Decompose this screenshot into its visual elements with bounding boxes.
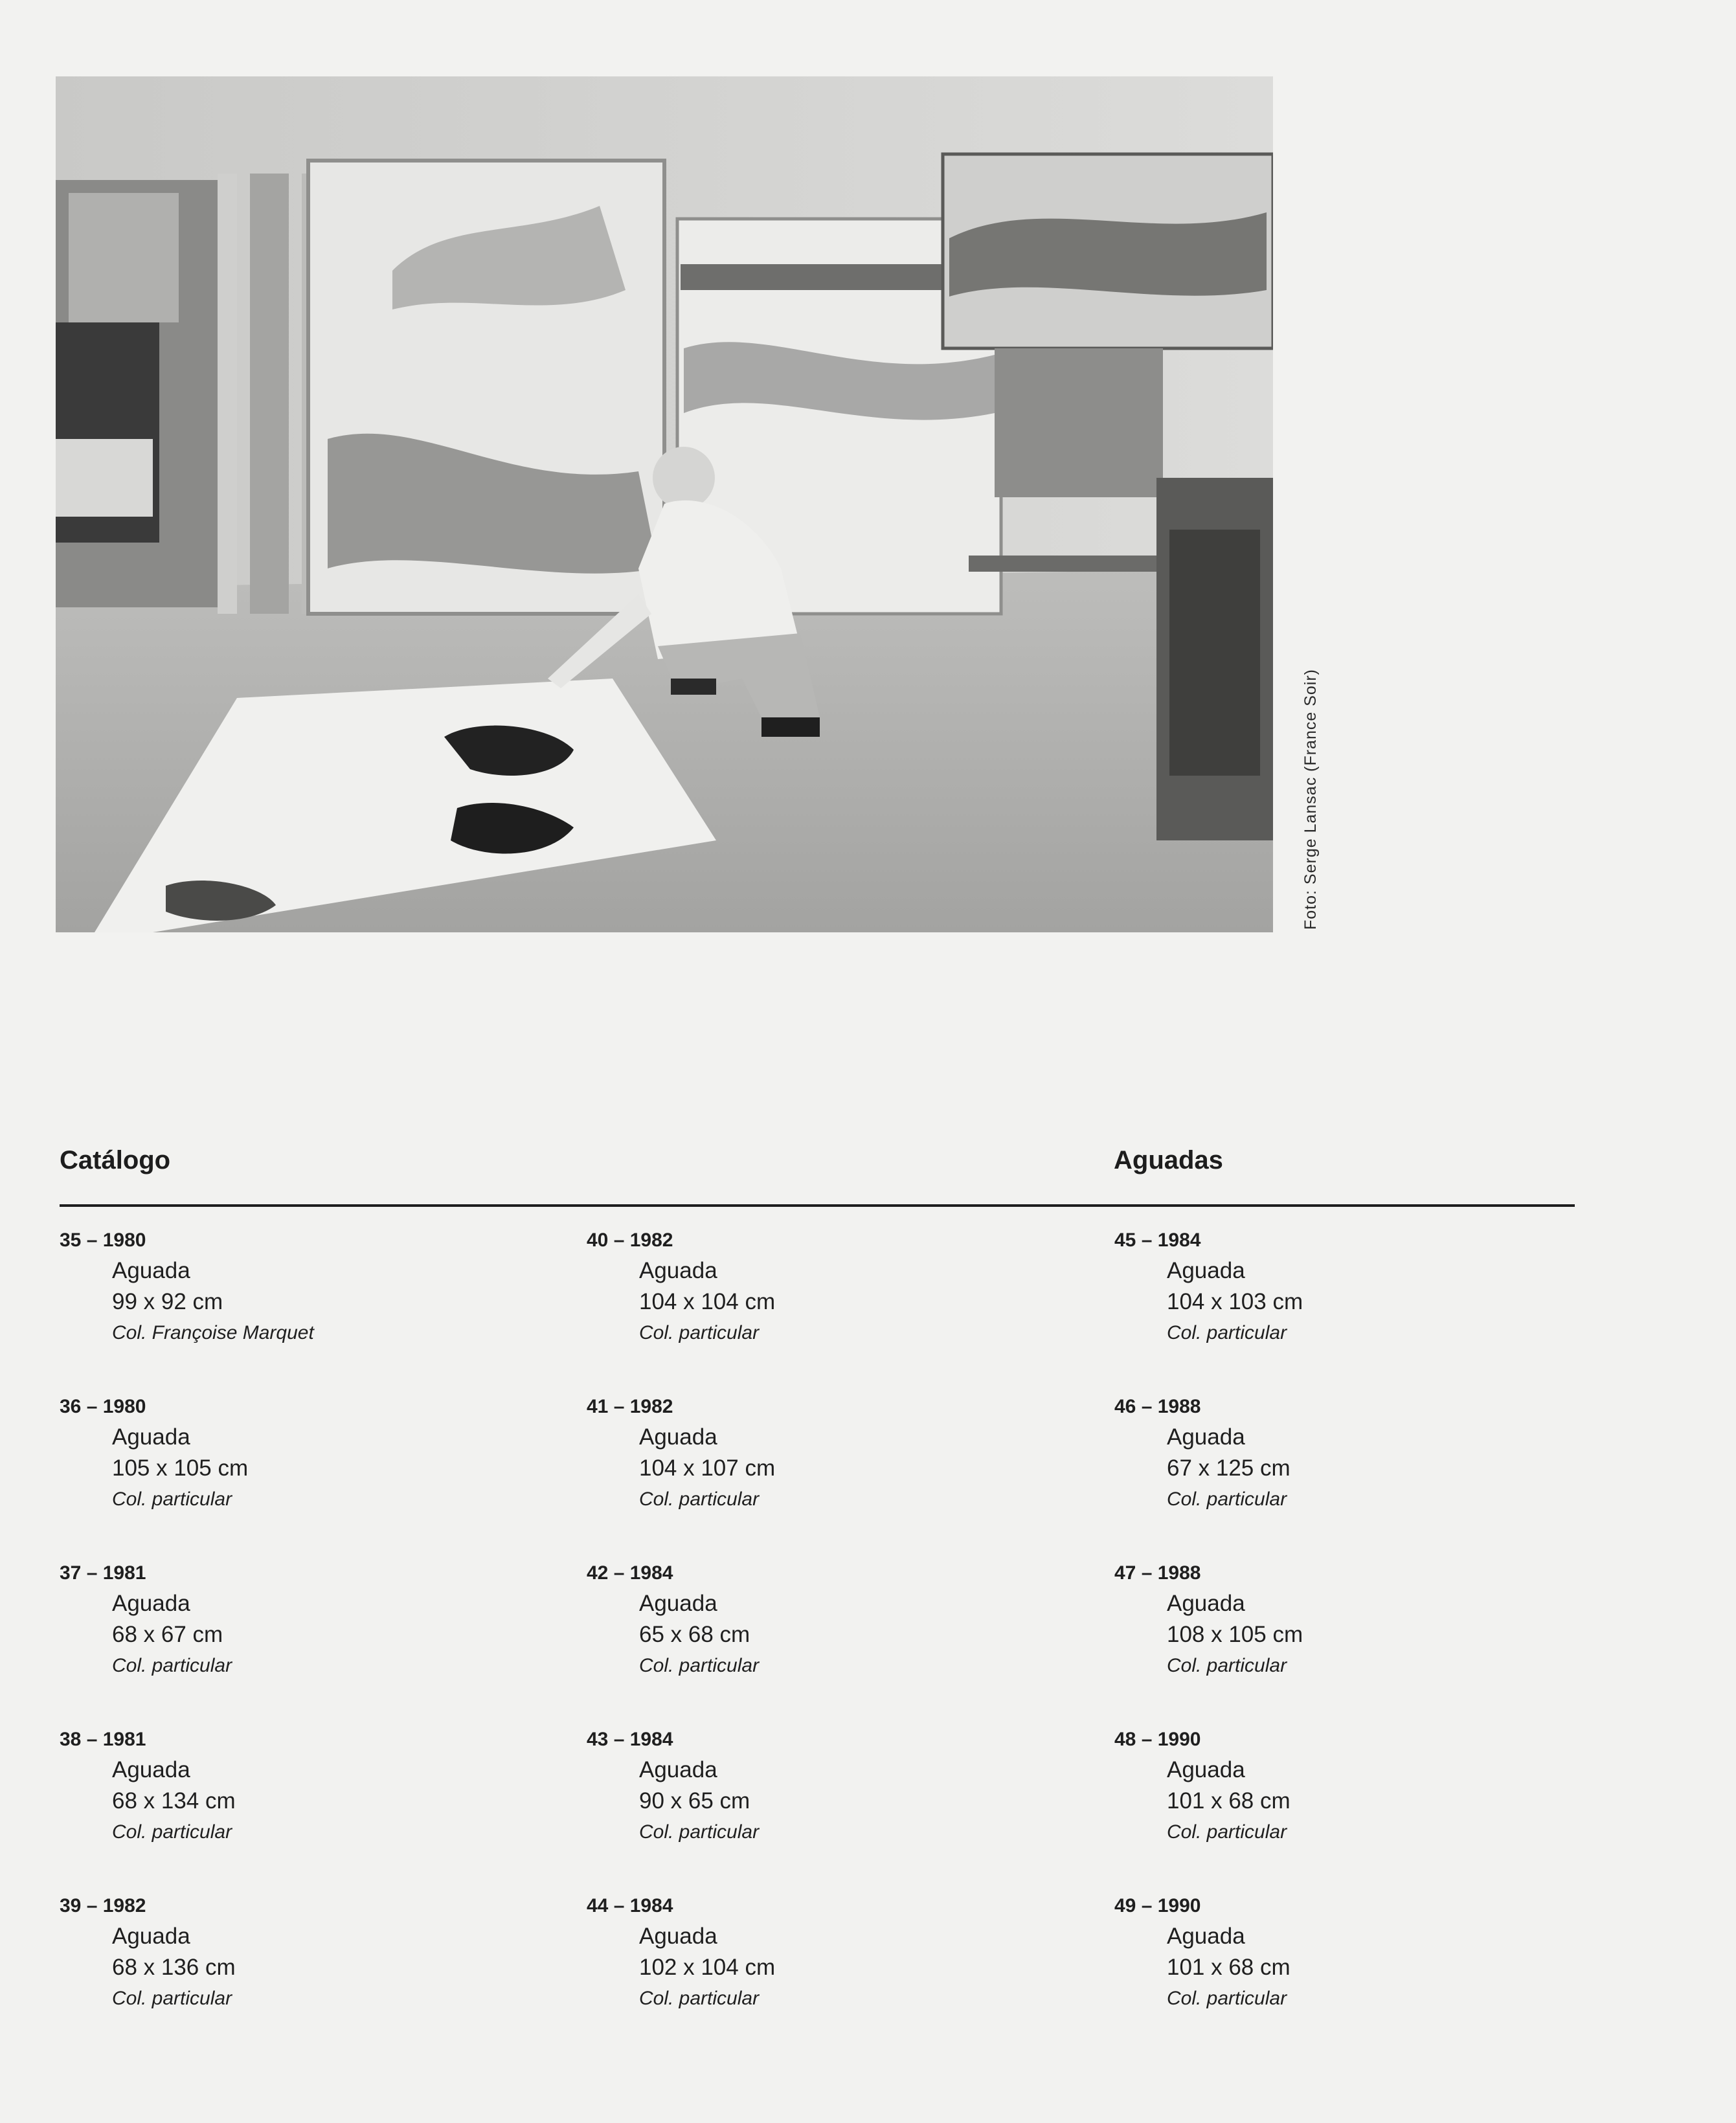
header-rule <box>60 1204 1575 1207</box>
entry-number: 43 – 1984 <box>587 1729 673 1750</box>
entry-collection: Col. particular <box>639 1821 760 1843</box>
entry-collection: Col. particular <box>1167 1655 1287 1676</box>
entry-technique: Aguada <box>1167 1258 1245 1283</box>
studio-photo <box>56 76 1273 932</box>
entry-size: 68 x 67 cm <box>112 1622 223 1647</box>
entry-number: 35 – 1980 <box>60 1230 146 1251</box>
entry-size: 102 x 104 cm <box>639 1955 776 1980</box>
catalog-title: Catálogo <box>60 1146 171 1174</box>
catalog-entry-37 <box>60 1558 552 1681</box>
entry-number: 40 – 1982 <box>587 1230 673 1251</box>
catalog-entry-45 <box>1114 1226 1606 1349</box>
catalog-entry-39 <box>60 1891 552 2014</box>
entry-technique: Aguada <box>112 1591 190 1616</box>
catalog-entry-46 <box>1114 1392 1606 1515</box>
entry-size: 104 x 104 cm <box>639 1289 776 1314</box>
entry-collection: Col. particular <box>1167 1988 1287 2009</box>
catalog-entry-43 <box>587 1725 1079 1848</box>
entry-technique: Aguada <box>112 1757 190 1782</box>
entry-size: 68 x 134 cm <box>112 1788 236 1814</box>
entry-technique: Aguada <box>639 1258 717 1283</box>
entry-number: 42 – 1984 <box>587 1562 673 1584</box>
entry-technique: Aguada <box>1167 1757 1245 1782</box>
entry-size: 65 x 68 cm <box>639 1622 750 1647</box>
catalog-entry-38 <box>60 1725 552 1848</box>
entry-size: 104 x 103 cm <box>1167 1289 1303 1314</box>
entry-technique: Aguada <box>639 1424 717 1450</box>
entry-collection: Col. particular <box>112 1821 232 1843</box>
entry-collection: Col. particular <box>639 1488 760 1510</box>
catalog-entry-47 <box>1114 1558 1606 1681</box>
catalog-entry-36 <box>60 1392 552 1515</box>
entry-number: 46 – 1988 <box>1114 1396 1201 1417</box>
entry-number: 39 – 1982 <box>60 1895 146 1916</box>
entry-number: 36 – 1980 <box>60 1396 146 1417</box>
entry-technique: Aguada <box>112 1424 190 1450</box>
entry-size: 99 x 92 cm <box>112 1289 223 1314</box>
entry-number: 49 – 1990 <box>1114 1895 1201 1916</box>
entry-size: 104 x 107 cm <box>639 1455 776 1481</box>
entry-collection: Col. particular <box>112 1655 232 1676</box>
entry-size: 68 x 136 cm <box>112 1955 236 1980</box>
entry-collection: Col. particular <box>112 1988 232 2009</box>
entry-size: 108 x 105 cm <box>1167 1622 1303 1647</box>
photo-credit: Foto: Serge Lansac (France Soir) <box>1302 669 1320 930</box>
entry-collection: Col. particular <box>112 1488 232 1510</box>
catalog-entry-44 <box>587 1891 1079 2014</box>
entry-collection: Col. particular <box>1167 1322 1287 1343</box>
catalog-entry-48 <box>1114 1725 1606 1848</box>
catalog-entry-42 <box>587 1558 1079 1681</box>
entry-collection: Col. particular <box>1167 1488 1287 1510</box>
entry-technique: Aguada <box>639 1757 717 1782</box>
entry-number: 41 – 1982 <box>587 1396 673 1417</box>
entry-technique: Aguada <box>1167 1424 1245 1450</box>
entry-number: 47 – 1988 <box>1114 1562 1201 1584</box>
entry-technique: Aguada <box>639 1924 717 1949</box>
entry-collection: Col. particular <box>639 1655 760 1676</box>
entry-technique: Aguada <box>1167 1591 1245 1616</box>
entry-collection: Col. particular <box>1167 1821 1287 1843</box>
catalog-entry-40 <box>587 1226 1079 1349</box>
entry-collection: Col. particular <box>639 1988 760 2009</box>
studio-photo-drawing <box>56 76 1273 932</box>
entry-number: 45 – 1984 <box>1114 1230 1201 1251</box>
entry-technique: Aguada <box>112 1924 190 1949</box>
entry-size: 101 x 68 cm <box>1167 1788 1291 1814</box>
entry-collection: Col. particular <box>639 1322 760 1343</box>
entry-size: 105 x 105 cm <box>112 1455 249 1481</box>
entry-technique: Aguada <box>112 1258 190 1283</box>
entry-size: 90 x 65 cm <box>639 1788 750 1814</box>
catalog-entry-41 <box>587 1392 1079 1515</box>
entry-number: 38 – 1981 <box>60 1729 146 1750</box>
section-title: Aguadas <box>1114 1146 1223 1174</box>
entry-size: 101 x 68 cm <box>1167 1955 1291 1980</box>
entry-number: 48 – 1990 <box>1114 1729 1201 1750</box>
entry-number: 44 – 1984 <box>587 1895 673 1916</box>
entry-number: 37 – 1981 <box>60 1562 146 1584</box>
entry-collection: Col. Françoise Marquet <box>112 1322 314 1343</box>
entry-size: 67 x 125 cm <box>1167 1455 1291 1481</box>
entry-technique: Aguada <box>639 1591 717 1616</box>
entry-technique: Aguada <box>1167 1924 1245 1949</box>
catalog-entry-49 <box>1114 1891 1606 2014</box>
catalog-entry-35 <box>60 1226 552 1349</box>
